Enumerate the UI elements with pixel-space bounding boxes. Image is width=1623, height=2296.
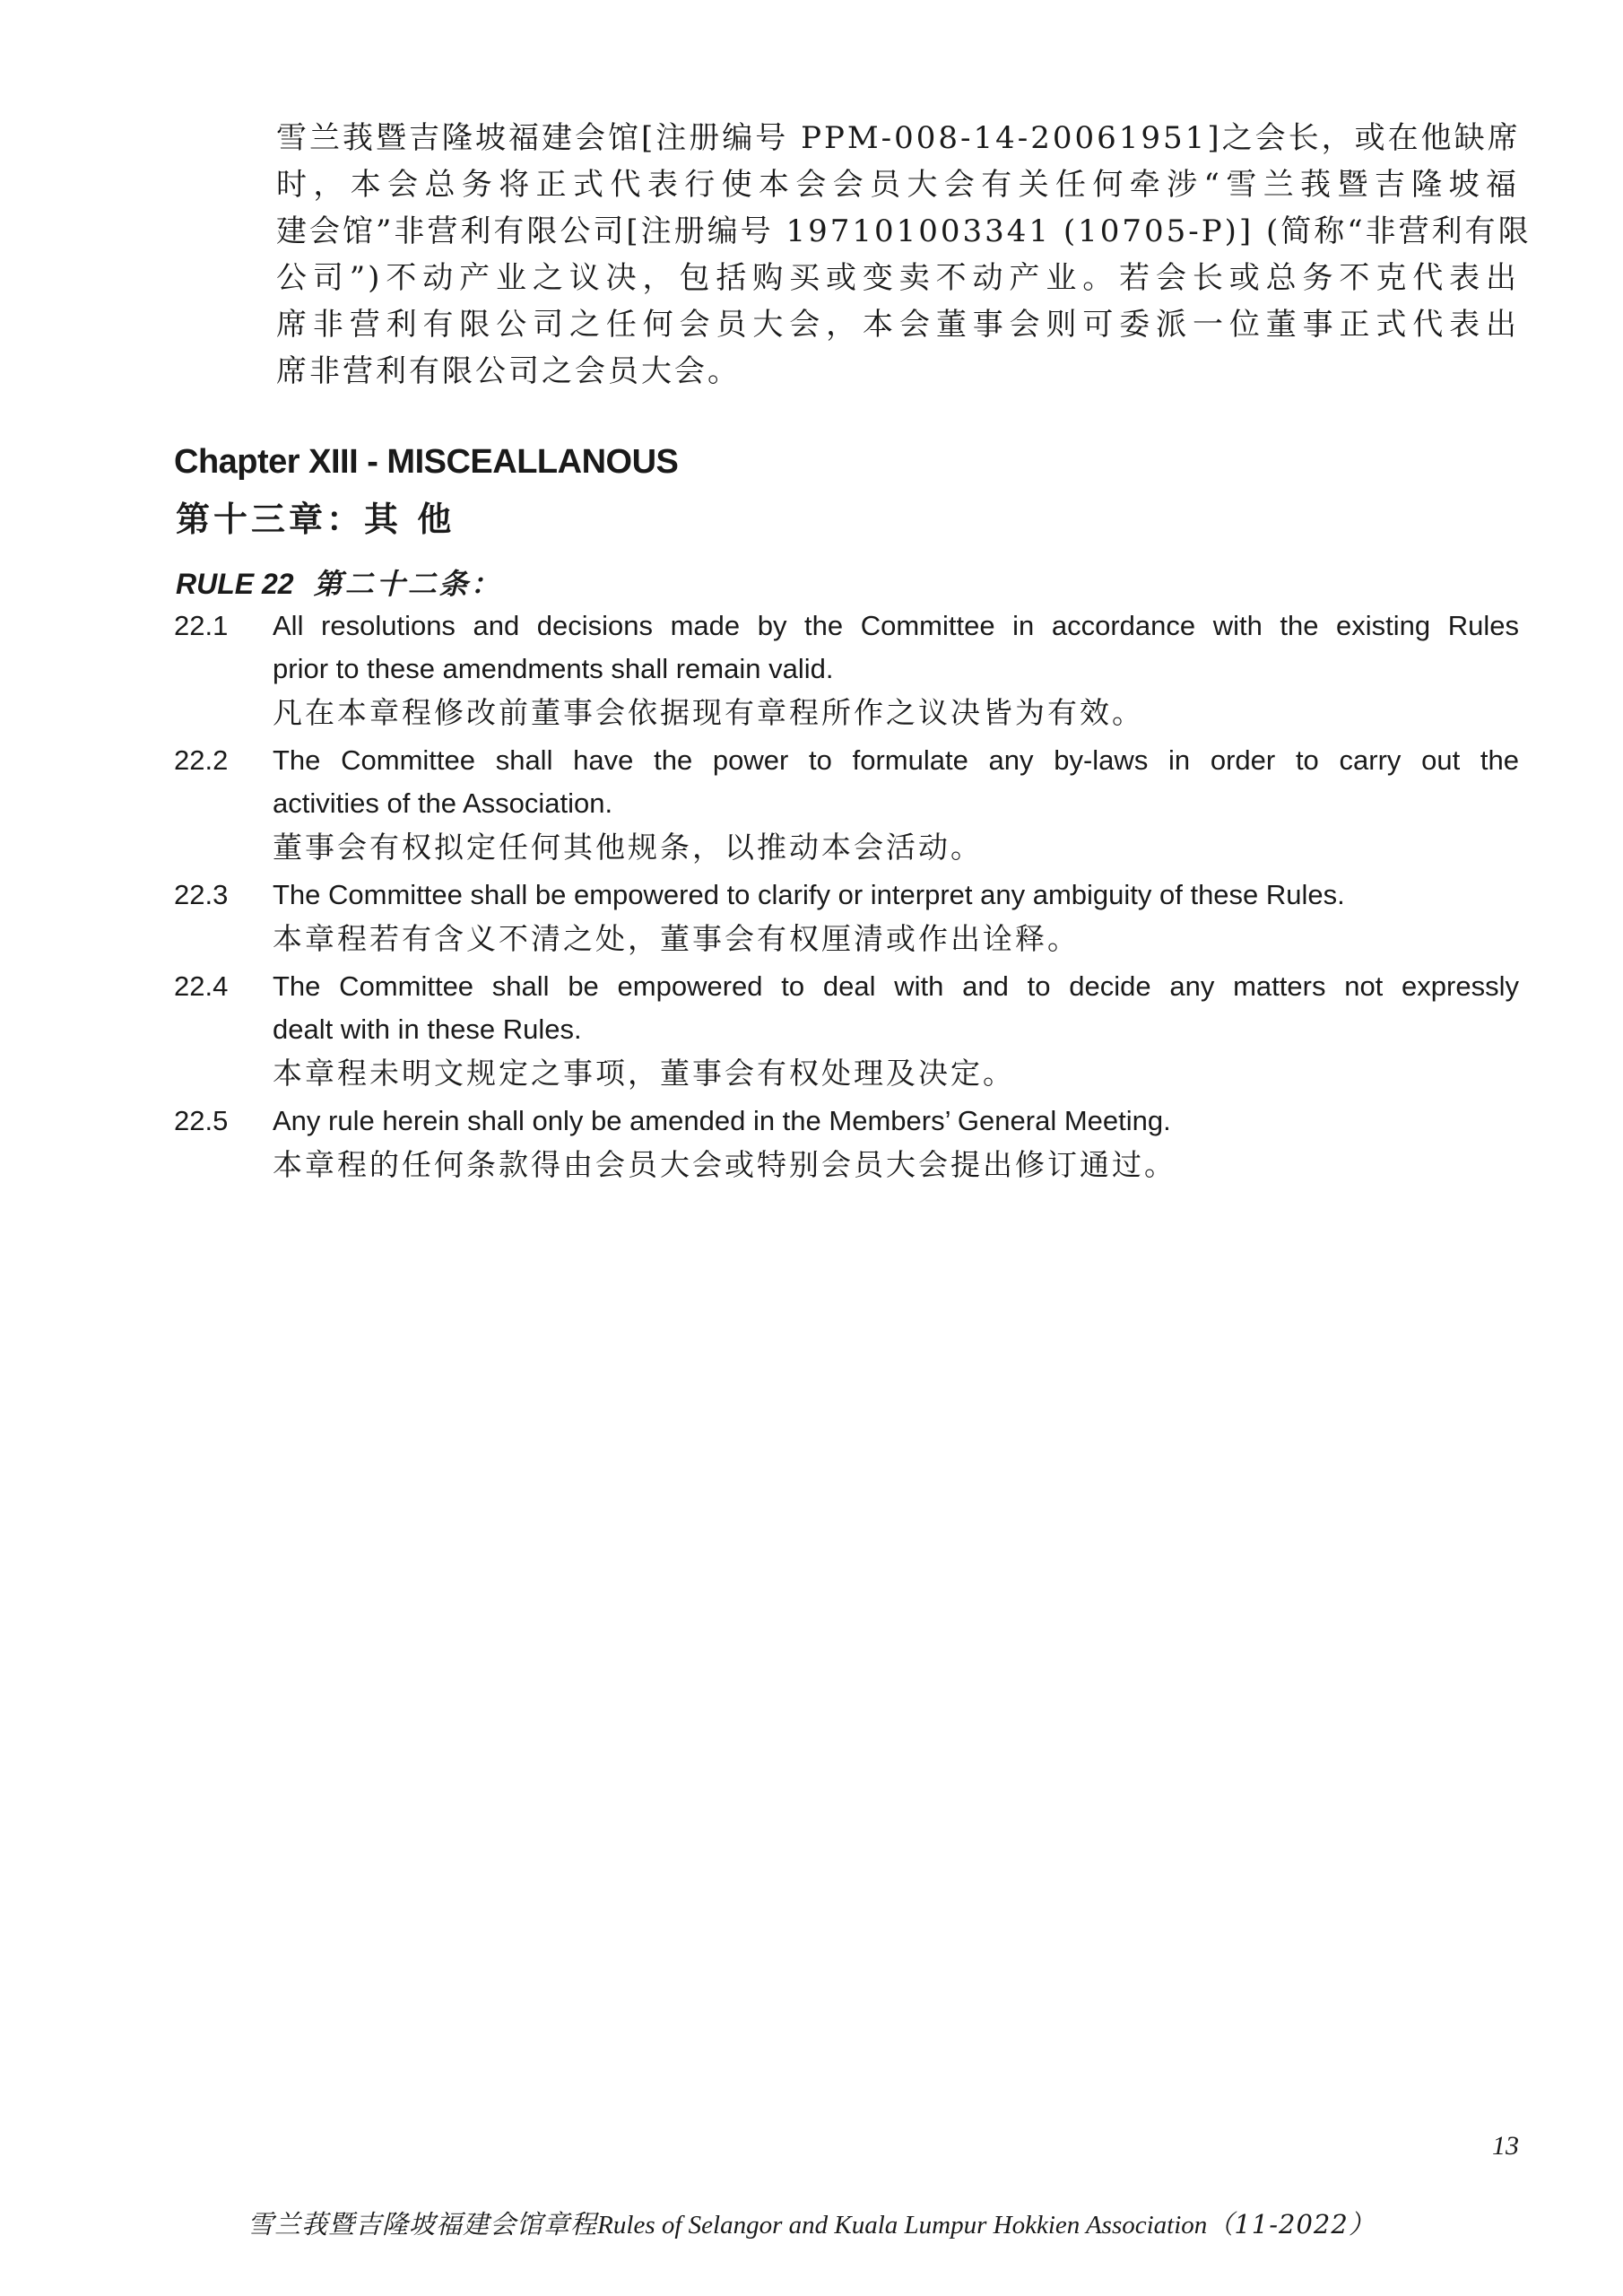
clause-body xyxy=(273,739,1519,870)
clause-text-en xyxy=(273,604,1519,691)
page-number: 13 xyxy=(1492,2131,1519,2161)
clause-body xyxy=(273,604,1519,735)
clause-text-zh: 凡在本章程修改前董事会依据现有章程所作之议决皆为有效。 xyxy=(273,695,1144,730)
intro-line: 雪兰莪暨吉隆坡福建会馆[注册编号 PPM-008-14-20061951]之会长，或在他缺席 xyxy=(276,120,1521,156)
clause-body xyxy=(273,965,1519,1096)
clause-list xyxy=(174,604,1519,1191)
intro-line: 时，本会总务将正式代表行使本会会员大会有关任何牵涉“雪兰莪暨吉隆坡福 xyxy=(276,167,1519,203)
footer-title-en: Rules of Selangor and Kuala Lumpur Hokkien Association xyxy=(597,2211,1208,2239)
clause-22-5 xyxy=(174,1100,1519,1187)
clause-number: 22.2 xyxy=(174,744,229,776)
clause-text-en xyxy=(273,965,1519,1051)
clause-text-en xyxy=(273,739,1519,825)
clause-text-en xyxy=(273,1100,1519,1143)
clause-22-4 xyxy=(174,965,1519,1096)
clause-body xyxy=(273,1100,1519,1187)
clause-text-line: prior to these amendments shall remain valid. xyxy=(273,653,834,684)
chapter-title-zh: 第十三章：其 他 xyxy=(176,499,456,539)
clause-text-zh: 本章程若有含义不清之处，董事会有权厘清或作出诠释。 xyxy=(273,921,1080,956)
footer-date: （11-2022） xyxy=(1207,2209,1376,2239)
chapter-title-en: Chapter XIII - MISCEALLANOUS xyxy=(174,443,679,481)
page-footer xyxy=(0,2205,1623,2241)
clause-text-zh: 董事会有权拟定任何其他规条，以推动本会活动。 xyxy=(273,830,983,865)
clause-text-line: Any rule herein shall only be amended in the Members’ General Meeting. xyxy=(273,1105,1171,1136)
intro-line: 建会馆”非营利有限公司[注册编号 197101003341 (10705-P)] (简称“非营利有限 xyxy=(276,213,1532,249)
clause-number: 22.5 xyxy=(174,1105,229,1136)
clause-text-line: The Committee shall be empowered to deal with and to decide any matters not expressly xyxy=(273,970,1519,1002)
rule-heading xyxy=(176,561,502,603)
rule-label-zh: 第二十二条： xyxy=(313,567,502,601)
intro-line: 公司”)不动产业之议决，包括购买或变卖不动产业。若会长或总务不克代表出 xyxy=(276,260,1519,296)
clause-text-en xyxy=(273,874,1519,917)
clause-number: 22.1 xyxy=(174,610,229,641)
clause-number: 22.3 xyxy=(174,879,229,910)
clause-text-zh: 本章程的任何条款得由会员大会或特别会员大会提出修订通过。 xyxy=(273,1147,1176,1182)
intro-line: 席非营利有限公司之会员大会。 xyxy=(276,353,741,389)
clause-text-line: The Committee shall be empowered to clarify or interpret any ambiguity of these Rules. xyxy=(273,879,1345,910)
clause-text-line: The Committee shall have the power to formulate any by-laws in order to carry out the xyxy=(273,744,1519,776)
clause-text-line: dealt with in these Rules. xyxy=(273,1013,582,1045)
clause-22-2 xyxy=(174,739,1519,870)
rule-label-en: RULE 22 xyxy=(176,568,294,600)
clause-text-line: All resolutions and decisions made by the Committee in accordance with the existing Rules xyxy=(273,610,1519,641)
intro-paragraph xyxy=(276,115,1532,395)
clause-body xyxy=(273,874,1519,961)
clause-22-3 xyxy=(174,874,1519,961)
clause-number: 22.4 xyxy=(174,970,229,1002)
footer-title-zh: 雪兰莪暨吉隆坡福建会馆章程 xyxy=(247,2209,598,2239)
clause-text-line: activities of the Association. xyxy=(273,787,613,819)
intro-line: 席非营利有限公司之任何会员大会，本会董事会则可委派一位董事正式代表出 xyxy=(276,307,1519,343)
clause-22-1 xyxy=(174,604,1519,735)
clause-text-zh: 本章程未明文规定之事项，董事会有权处理及决定。 xyxy=(273,1056,1015,1091)
